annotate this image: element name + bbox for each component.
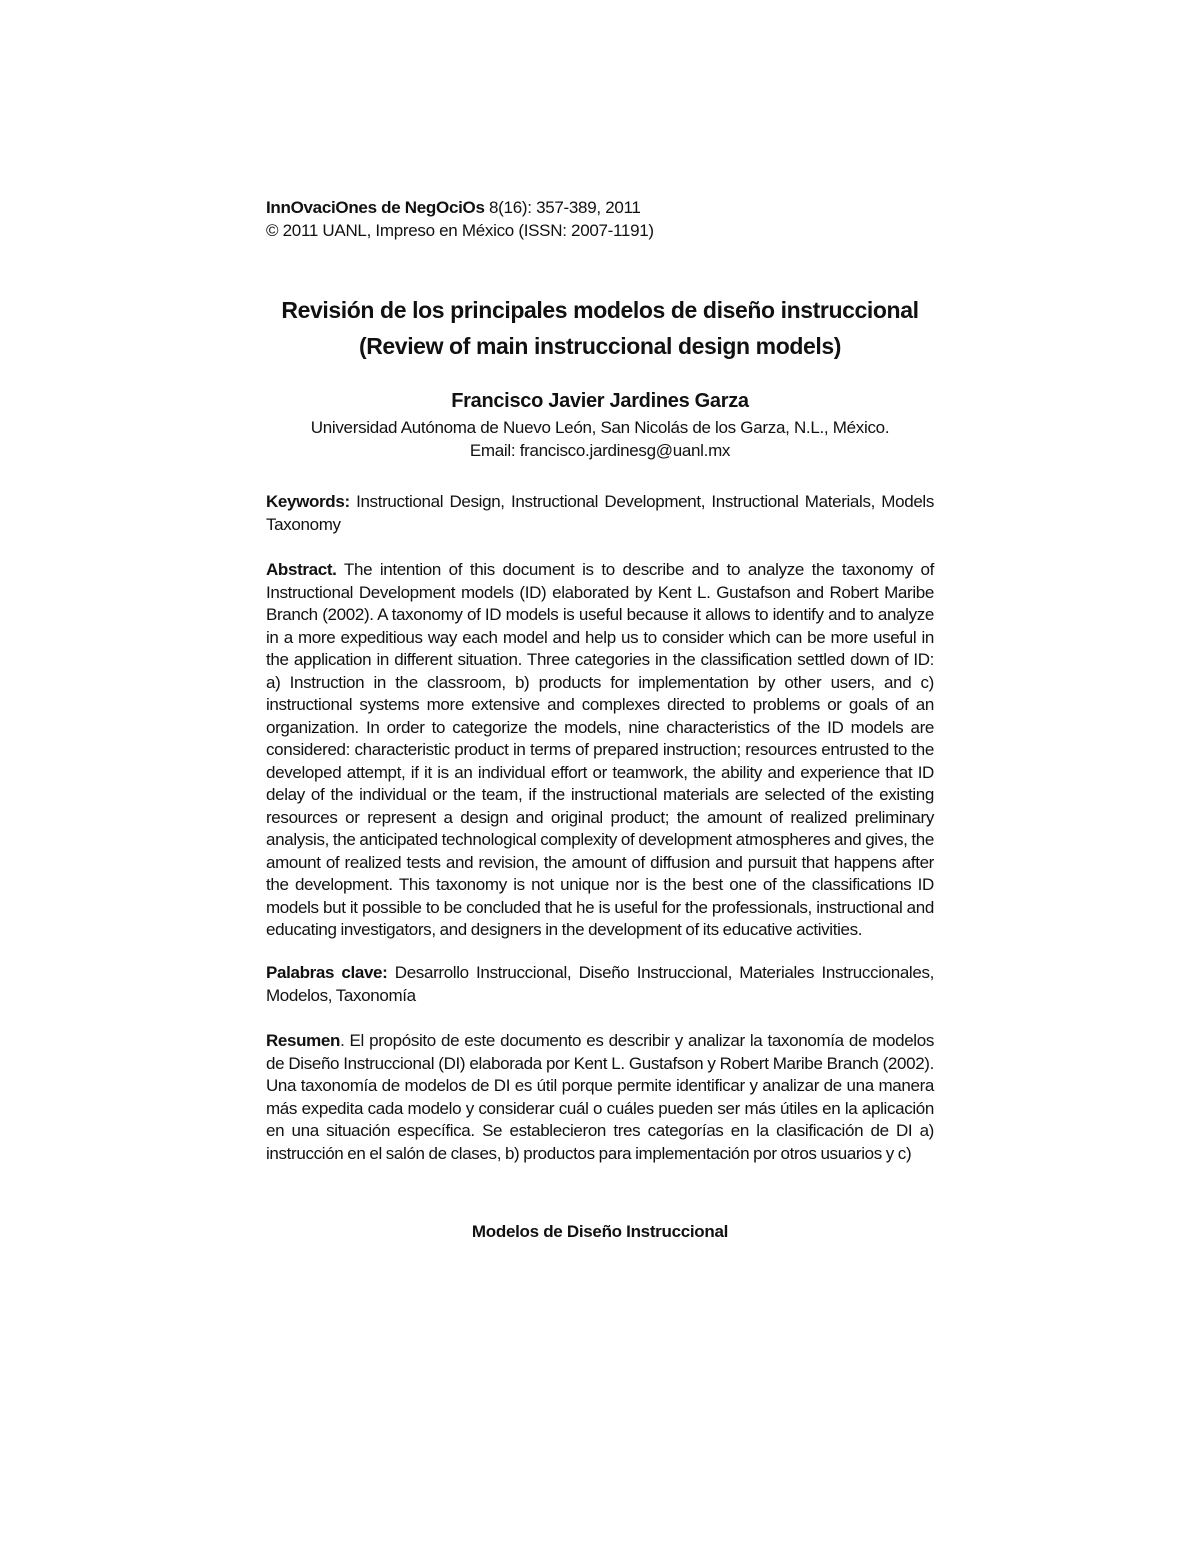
palabras-clave-paragraph [266, 962, 934, 1007]
journal-name: InnOvaciOnes de NegOciOs [266, 198, 485, 217]
journal-header [266, 196, 934, 242]
journal-citation: 8(16): 357-389, 2011 [484, 198, 641, 217]
resumen-text: . El propósito de este documento es describir y analizar la taxonomía de modelos de Diseño Instruccional (DI) elaborada por Kent L. Gustafson y Robert Maribe Branch (2002). Una taxonomía de modelos de DI es útil porque permite identificar y analizar de una manera más expedita cada modelo y considerar cuál o cuáles pueden ser más útiles en la aplicación en una situación específica. Se establecieron tres categorías en la clasificación de DI a) instrucción en el salón de clases, b) productos para implementación por otros usuarios y c) [266, 1031, 934, 1163]
author-affiliation: Universidad Autónoma de Nuevo León, San Nicolás de los Garza, N.L., México. [310, 418, 890, 437]
abstract-paragraph [266, 559, 934, 942]
palabras-clave-label: Palabras clave: [266, 963, 388, 982]
title-spanish: Revisión de los principales modelos de diseño instruccional [281, 297, 919, 323]
keywords-paragraph [266, 491, 934, 536]
author-name: Francisco Javier Jardines Garza [451, 390, 749, 412]
author-email: Email: francisco.jardinesg@uanl.mx [469, 441, 731, 460]
title-english: (Review of main instruccional design models) [358, 333, 842, 359]
abstract-label: Abstract. [266, 560, 337, 579]
resumen-paragraph [266, 1030, 934, 1165]
keywords-label: Keywords: [266, 492, 350, 511]
copyright-line: © 2011 UANL, Impreso en México (ISSN: 2007-1191) [266, 221, 654, 240]
abstract-text: The intention of this document is to describe and to analyze the taxonomy of Instructional Development models (ID) elaborated by Kent L. Gustafson and Robert Maribe Branch (2002). A taxonomy of ID models is useful because it allows to identify and to analyze in a more expeditious way each model and help us to consider which can be more useful in the application in different situation. Three categories in the classification settled down of ID: a) Instruction in the classroom, b) products for implementation by other users, and c) instructional systems more extensive and complexes directed to problems or goals of an organization. In order to categorize the models, nine characteristics of the ID models are considered: characteristic product in terms of prepared instruction; resources entrusted to the developed attempt, if it is an individual effort or teamwork, the ability and experience that ID delay of the individual or the team, if the instructional materials are selected of the existing resources or represent a design and original product; the amount of realized preliminary analysis, the anticipated technological complexity of development atmospheres and gives, the amount of realized tests and revision, the amount of diffusion and pursuit that happens after the development. This taxonomy is not unique nor is the best one of the classifications ID models but it possible to be concluded that he is useful for the professionals, instructional and educating investigators, and designers in the development of its educative activities. [266, 560, 934, 939]
journal-citation-line [266, 196, 934, 219]
palabras-clave-text: Desarrollo Instruccional, Diseño Instruccional, Materiales Instruccionales, Modelos, Taxonomía [266, 963, 934, 1005]
resumen-label: Resumen [266, 1031, 341, 1050]
keywords-text: Instructional Design, Instructional Development, Instructional Materials, Models Taxonomy [266, 492, 934, 534]
paper-title [200, 292, 1000, 364]
author-info [200, 388, 1000, 462]
section-heading: Modelos de Diseño Instruccional [471, 1222, 729, 1241]
